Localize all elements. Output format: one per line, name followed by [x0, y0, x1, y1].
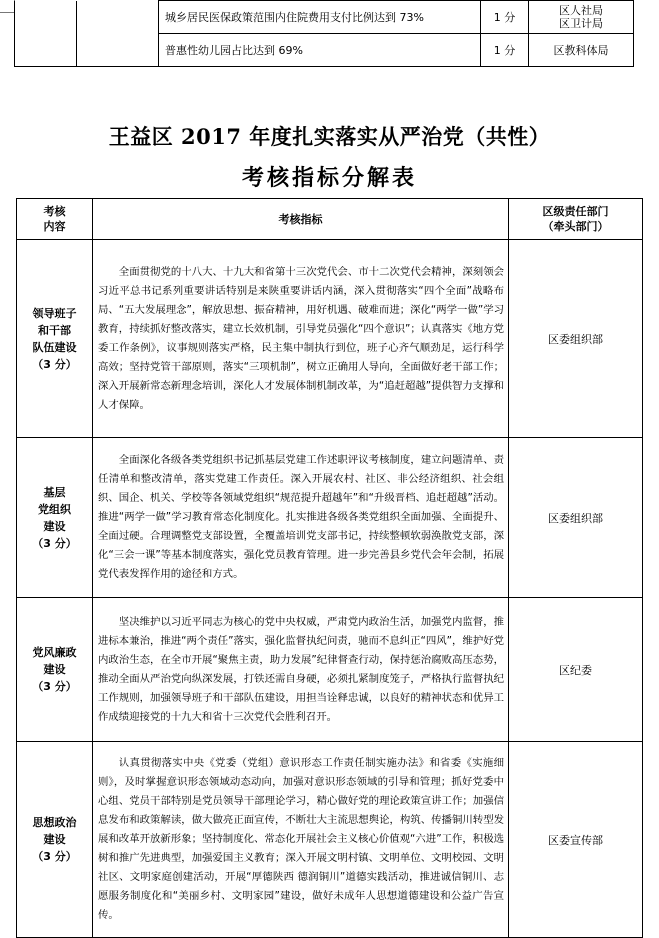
header-indicator: 考核指标	[93, 199, 509, 240]
dept-line: 区卫计局	[559, 17, 603, 30]
table-row	[15, 1, 634, 34]
score-cell: 1 分	[481, 34, 529, 67]
indicator-text: 坚决维护以习近平同志为核心的党中央权威，严肃党内政治生活，加强党内监督，推进标本兼治，推进“两个责任”落实，强化监督执纪问责，驰而不息纠正“四风”，维护好党内政治生态，在全市开展“聚焦主责，助力发展”纪律督查行动，保持惩治腐败高压态势，推动全面从严治党向纵深发展，打铁还需自身硬，必须扎紧制度笼子，严格执行监督执纪工作规则，加强领导班子和干部队伍建设，用担当诠释忠诚，以良好的精神状态和优异工作成绩迎接党的十九大和省十三次党代会胜利召开。	[93, 598, 509, 742]
header-dept-line: （牵头部门）	[542, 220, 609, 233]
score-cell: 1 分	[481, 1, 529, 34]
category-line: （3 分）	[32, 680, 77, 693]
category-line: 建设	[43, 519, 66, 533]
category-line: 建设	[43, 833, 66, 846]
header-content-line: 内容	[43, 220, 66, 233]
table-row	[17, 438, 643, 598]
dept-cell: 区委宣传部	[509, 742, 643, 938]
document-subtitle: 考核指标分解表	[241, 165, 417, 191]
assessment-table	[16, 198, 643, 938]
category-cell	[17, 438, 93, 598]
table-row	[17, 598, 643, 742]
document-title: 王益区 2017 年度扎实落实从严治党（共性）	[108, 124, 551, 149]
page-corner-mark	[0, 0, 15, 13]
dept-cell: 区委组织部	[509, 240, 643, 438]
table-row	[17, 240, 643, 438]
dept-line: 区教科体局	[553, 43, 609, 57]
table-header-row	[17, 199, 643, 240]
category-line: 领导班子	[32, 306, 77, 320]
category-line: 建设	[43, 663, 66, 676]
category-line: （3 分）	[32, 536, 77, 550]
indicator-text: 全面深化各级各类党组织书记抓基层党建工作述职评议考核制度，建立问题清单、责任清单和整改清单，落实党建工作责任。深入开展农村、社区、非公经济组织、社会组织、国企、机关、学校等各领域党组织“规范提升超越年”和“升级晋档、追赶超越”活动。推进“两学一做”学习教育常态化制度化。扎实推进各级各类党组织全面加强、全面提升、全面过硬。合理调整党支部设置，全覆盖培训党支部书记，持续整顿软弱涣散党支部，深化“三会一课”等基本制度落实，强化党员教育管理。进一步完善县乡党代会年会制，拓展党代表发挥作用的途径和方式。	[93, 438, 509, 598]
category-line: 基层	[43, 485, 66, 499]
table-cell-blank	[77, 1, 159, 67]
dept-cell: 区纪委	[509, 598, 643, 742]
dept-cell	[529, 34, 634, 67]
previous-table-continuation	[14, 0, 634, 67]
table-row	[17, 742, 643, 938]
category-cell	[17, 742, 93, 938]
category-cell	[17, 598, 93, 742]
table-cell-blank	[15, 1, 77, 67]
category-line: 党风廉政	[32, 646, 77, 659]
category-line: 思想政治	[32, 816, 77, 829]
category-line: 和干部	[38, 323, 71, 337]
header-content	[17, 199, 93, 240]
header-dept-line: 区级责任部门	[542, 205, 609, 218]
dept-cell: 区委组织部	[509, 438, 643, 598]
category-line: 队伍建设	[32, 340, 77, 354]
indicator-text: 认真贯彻落实中央《党委（党组）意识形态工作责任制实施办法》和省委《实施细则》，及时掌握意识形态领域动态动向，加强对意识形态领域的引导和管理；抓好党委中心组、党员干部特别是党员领导干部理论学习，精心做好党的理论政策宣讲工作；加强信息发布和政策解读，做大做亮正面宣传，不断壮大主流思想舆论，构筑、传播铜川转型发展和改革开放新形象；坚持制度化、常态化开展社会主义核心价值观“六进”工作，积极选树和推广先进典型，加强爱国主义教育；深入开展文明村镇、文明单位、文明校园、文明社区、文明家庭创建活动，开展“厚德陕西 德润铜川”道德实践活动，推进诚信铜川、志愿服务制度化和“美丽乡村、文明家园”建设，做好未成年人思想道德建设和公益广告宣传。	[93, 742, 509, 938]
category-line: 党组织	[38, 502, 71, 516]
header-content-line: 考核	[43, 205, 66, 218]
indicator-cell: 城乡居民医保政策范围内住院费用支付比例达到 73%	[159, 1, 481, 34]
category-line: （3 分）	[32, 850, 77, 863]
category-cell	[17, 240, 93, 438]
category-line: （3 分）	[32, 357, 77, 371]
indicator-text: 全面贯彻党的十八大、十九大和省第十三次党代会、市十二次党代会精神，深刻领会习近平总书记系列重要讲话特别是来陕重要讲话内涵，深入贯彻落实“四个全面”战略布局、“五大发展理念”，解放思想、振奋精神，用好机遇、破难而进；深化“两学一做”学习教育，持续抓好整改落实，建立长效机制，引导党员强化“四个意识”；认真落实《地方党委工作条例》，议事规则落实严格，民主集中制执行到位，班子心齐气顺劲足，运行科学高效；坚持党管干部原则，落实“三项机制”，树立正确用人导向，全面做好老干部工作；深入开展新常态新理念培训，深化人才发展体制机制改革，为“追赶超越”提供智力支撑和人才保障。	[93, 240, 509, 438]
dept-cell	[529, 1, 634, 34]
dept-line: 区人社局	[559, 4, 603, 17]
indicator-cell: 普惠性幼儿园占比达到 69%	[159, 34, 481, 67]
header-dept	[509, 199, 643, 240]
